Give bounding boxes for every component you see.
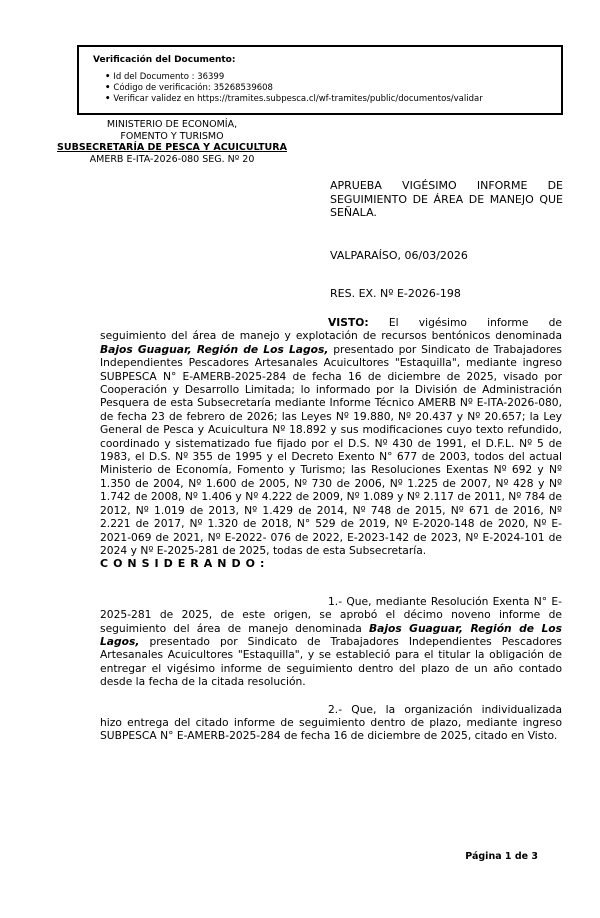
verification-item-url: • Verificar validez en https://tramites.subpesca.cl/wf-tramites/public/documentos/validar [105, 94, 555, 105]
visto-label: VISTO: [328, 316, 369, 329]
verification-box [77, 45, 563, 115]
visto-paragraph [100, 316, 562, 557]
ministry-line1: MINISTERIO DE ECONOMÍA, [106, 119, 238, 130]
page-number-label: Página 1 de 3 [465, 851, 538, 862]
resolution-subject: APRUEBA VIGÉSIMO INFORME DE SEGUIMIENTO DE ÁREA DE MANEJO QUE SEÑALA. [330, 179, 563, 219]
area-name-emphasis-2: Bajos Guaguar, Región de Los Lagos, [100, 621, 562, 648]
verification-list [93, 72, 555, 105]
letterhead [28, 119, 316, 165]
verification-item-code: • Código de verificación: 35268539608 [105, 83, 555, 94]
visto-text-2: presentado por Sindicato de Trabajadores Independientes Pescadores Artesanales Acuicultores "Estaquilla", mediante ingreso SUBPESCA N° E-AMERB-2025-284 de fecha 16 de diciembre de 2025, visado por Cooperación y Desarrollo Limitada; lo informado por la División de Administración Pesquera de esta Subsecretaría mediante Informe Técnico AMERB Nº E-ITA-2026-080, de fecha 23 de febrero de 2026; las Leyes Nº 19.880, Nº 20.437 y Nº 20.657; la Ley General de Pesca y Acuicultura Nº 18.892 y sus modificaciones cuyo texto refundido, coordinado y sistematizado fue fijado por el D.S. Nº 430 de 1991, el D.F.L. Nº 5 de 1983, el D.S. Nº 355 de 1995 y el Decreto Exento N° 677 de 2003, todos del actual Ministerio de Economía, Fomento y Turismo; las Resoluciones Exentas Nº 692 y Nº 1.350 de 2004, Nº 1.600 de 2005, Nº 730 de 2006, Nº 1.225 de 2007, Nº 428 y Nº 1.742 de 2008, Nº 1.406 y Nº 4.222 de 2009, Nº 1.089 y Nº 2.117 de 2011, Nº 784 de 2012, Nº 1.019 de 2013, Nº 1.429 de 2014, Nº 748 de 2015, Nº 671 de 2016, Nº 2.221 de 2017, Nº 1.320 de 2018, N° 529 de 2019, Nº E-2020-148 de 2020, Nº E-2021-069 de 2021, Nº E-2022- 076 de 2022, E-2023-142 de 2023, Nº E-2024-101 de 2024 y Nº E-2025-281 de 2025, todas de esta Subsecretaría. [100, 342, 562, 557]
verification-title: Verificación del Documento: [93, 55, 236, 65]
document-body [100, 316, 562, 743]
area-name-emphasis: Bajos Guaguar, Región de Los Lagos, [100, 342, 329, 356]
place-and-date: VALPARAÍSO, 06/03/2026 [330, 249, 468, 262]
considerando-item-2: 2.- Que, la organización individualizada hizo entrega del citado informe de seguimiento dentro de plazo, mediante ingreso SUBPESCA N° E-AMERB-2025-284 de fecha 16 de diciembre de 2025, citado en Visto. [100, 702, 562, 743]
subsecretaria-title: SUBSECRETARÍA DE PESCA Y ACUICULTURA [57, 142, 287, 153]
visto-text-1: El vigésimo informe de seguimiento del área de manejo y explotación de recursos bentónicos denominada [100, 316, 562, 343]
ministry-line2: FOMENTO Y TURISMO [120, 130, 224, 142]
considerando-1-text-1: 1.- Que, mediante Resolución Exenta N° E-2025-281 de 2025, de este origen, se aprobó el décimo noveno informe de seguimiento del área de manejo denominada [100, 594, 562, 635]
considerando-1-text-2: presentado por Sindicato de Trabajadores Independientes Pescadores Artesanales Acuicultores "Estaquilla", y se estableció para el titular la obligación de entregar el vigésimo informe de seguimiento dentro del plazo de un año contado desde la fecha de la citada resolución. [100, 634, 562, 689]
amerb-reference: AMERB E-ITA-2026-080 SEG. Nº 20 [89, 153, 255, 165]
resolution-number: RES. EX. Nº E-2026-198 [330, 287, 461, 300]
considerando-item-1 [100, 595, 562, 689]
verification-item-document-id: • Id del Documento : 36399 [105, 72, 555, 83]
considerando-heading: CONSIDERANDO: [100, 557, 270, 571]
